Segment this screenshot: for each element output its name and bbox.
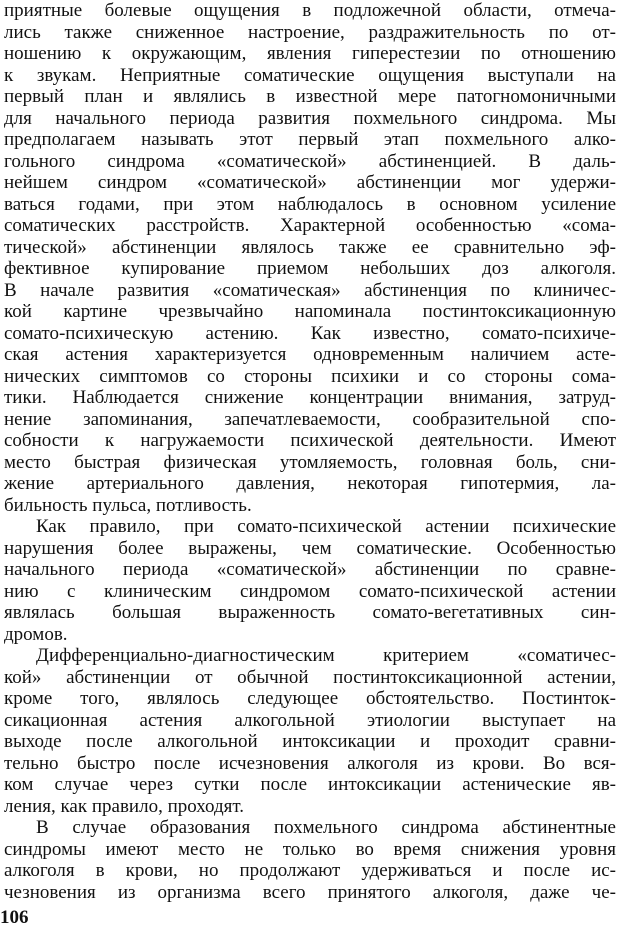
text-line: кой» абстиненции от обычной постинтоксикационной астении, xyxy=(4,666,616,688)
text-line: нение запоминания, запечатлеваемости, сообразительной спо- xyxy=(4,408,616,430)
paragraph-4 xyxy=(4,817,616,903)
text-line: тельно быстро после исчезновения алкоголя из крови. Во вся- xyxy=(4,752,616,774)
text-line: синдромы имеют место не только во время снижения уровня xyxy=(4,838,616,860)
text-line: начального периода «соматической» абстиненции по сравне- xyxy=(4,559,616,580)
text-line: алкоголя в крови, но продолжают удерживаться и после ис- xyxy=(4,860,616,881)
text-line: сомато-психическую астению. Как известно, сомато-психиче- xyxy=(4,322,616,344)
text-line: лись также сниженное настроение, раздражительность по от- xyxy=(4,21,616,43)
paragraph-1 xyxy=(4,0,616,516)
text-line: приятные болевые ощущения в подложечной области, отмеча- xyxy=(4,0,616,21)
text-line: ская астения характеризуется одновременным наличием асте- xyxy=(4,344,616,365)
text-line: предполагаем называть этот первый этап похмельного алко- xyxy=(4,129,616,150)
document-page xyxy=(4,0,616,932)
text-line: являлась большая выраженность сомато-вегетативных син- xyxy=(4,602,616,623)
text-line: Как правило, при сомато-психической астении психические xyxy=(36,516,616,537)
text-line: нейшем синдром «соматической» абстиненции мог удержи- xyxy=(4,172,616,193)
text-line: В случае образования похмельного синдрома абстинентные xyxy=(36,817,616,838)
page-number: 106 xyxy=(0,907,29,928)
text-line: гольного синдрома «соматической» абстиненцией. В даль- xyxy=(4,150,616,172)
text-line: бильность пульса, потливость. xyxy=(4,494,252,516)
text-line: Дифференциально-диагностическим критерием «соматичес- xyxy=(36,645,616,666)
text-line: сикационная астения алкогольной этиологии выступает на xyxy=(4,709,616,731)
text-line: чезновения из организма всего принятого алкоголя, даже че- xyxy=(4,881,616,903)
text-line: фективное купирование приемом небольших доз алкоголя. xyxy=(4,258,616,279)
text-line: тической» абстиненции являлось также ее сравнительно эф- xyxy=(4,236,616,258)
text-line: нарушения более выражены, чем соматические. Особенностью xyxy=(4,537,616,559)
text-line: жение артериального давления, некоторая гипотермия, ла- xyxy=(4,473,616,494)
text-line: соматических расстройств. Характерной особенностью «сома- xyxy=(4,215,616,236)
text-line: нических симптомов со стороны психики и со стороны сома- xyxy=(4,365,616,387)
text-line: для начального периода развития похмельного синдрома. Мы xyxy=(4,107,616,129)
text-line: ком случае через сутки после интоксикации астенические яв- xyxy=(4,774,616,795)
text-line: ваться годами, при этом наблюдалось в основном усиление xyxy=(4,193,616,215)
text-line: нию с клиническим синдромом сомато-психической астении xyxy=(4,580,616,602)
text-line: к звукам. Неприятные соматические ощущения выступали на xyxy=(4,64,616,86)
text-line: первый план и являлись в известной мере патогномоничными xyxy=(4,86,616,107)
paragraph-3 xyxy=(4,645,616,817)
text-line: собности к нагружаемости психической деятельности. Имеют xyxy=(4,430,616,451)
text-line: ношению к окружающим, явления гиперестезии по отношению xyxy=(4,43,616,64)
text-line: выходе после алкогольной интоксикации и проходит сравни- xyxy=(4,731,616,752)
text-line: тики. Наблюдается снижение концентрации внимания, затруд- xyxy=(4,387,616,408)
paragraph-2 xyxy=(4,516,616,645)
text-line: ления, как правило, проходят. xyxy=(4,795,245,817)
text-line: дромов. xyxy=(4,623,68,645)
text-line: место быстрая физическая утомляемость, головная боль, сни- xyxy=(4,451,616,473)
text-line: кой картине чрезвычайно напоминала постинтоксикационную xyxy=(4,301,616,322)
text-line: кроме того, являлось следующее обстоятельство. Постинток- xyxy=(4,688,616,709)
text-line: В начале развития «соматическая» абстиненция по клиничес- xyxy=(4,279,616,301)
